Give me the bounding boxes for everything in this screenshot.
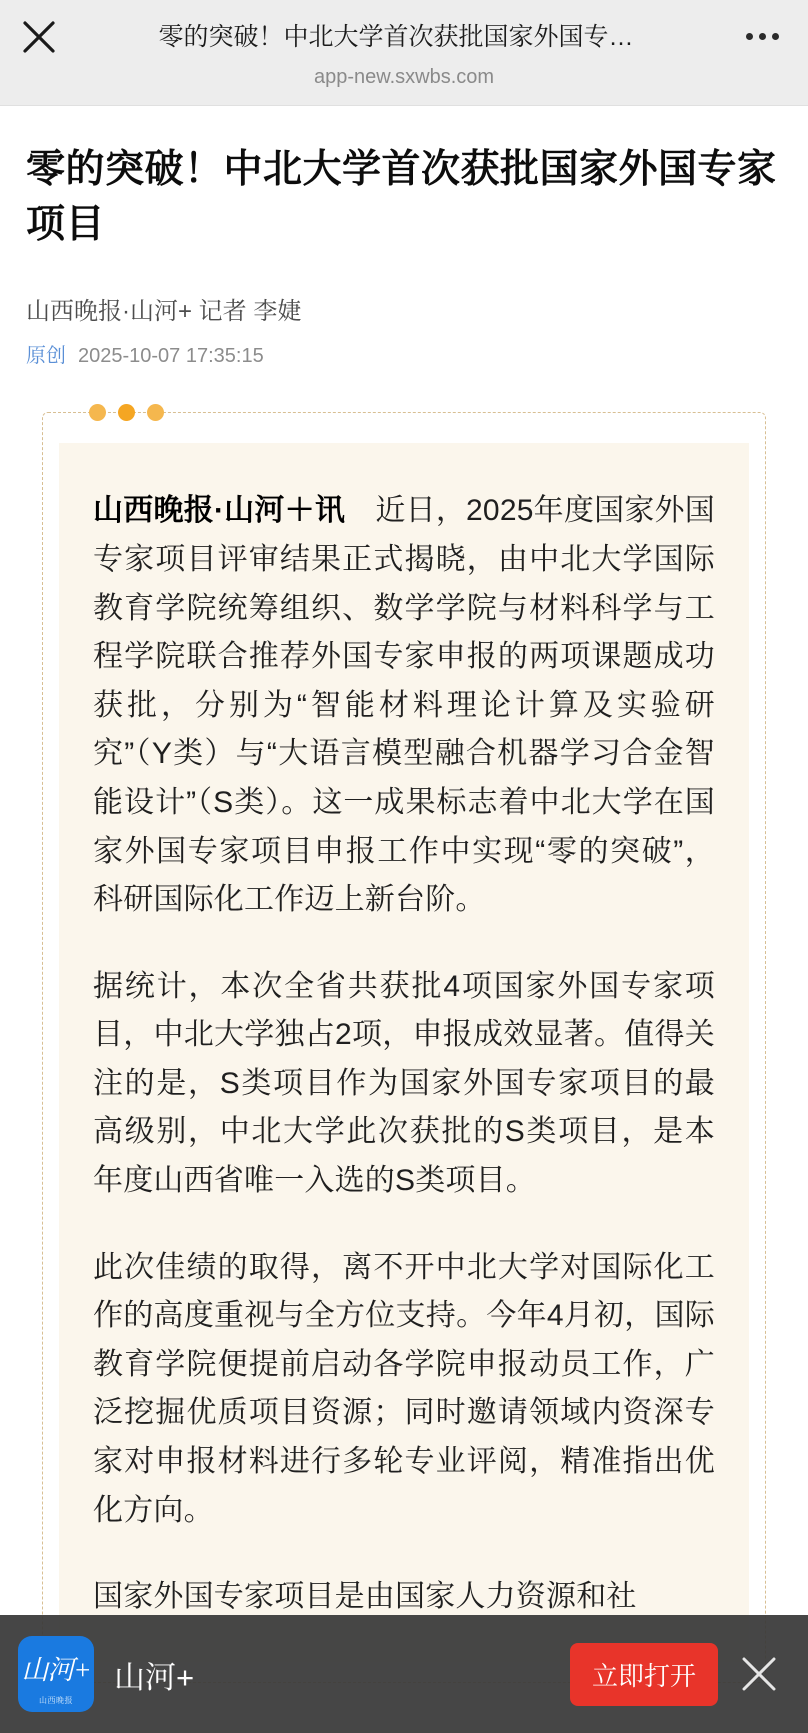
app-name-label: 山河+ [114, 1659, 195, 1695]
app-logo-icon [18, 1636, 94, 1712]
article-byline: 山西晚报·山河+ 记者 李婕 [26, 297, 302, 325]
app-promo-banner [0, 1615, 808, 1733]
article-paragraph [93, 487, 715, 924]
url-label: app-new.sxwbs.com [313, 66, 495, 88]
open-app-button[interactable]: 立即打开 [570, 1643, 718, 1706]
original-badge: 原创 [26, 345, 66, 368]
article-paragraph: 国家外国专家项目是由国家人力资源和社 [93, 1580, 637, 1614]
app-logo-text: 山河+ [21, 1654, 91, 1685]
article-body-card [42, 412, 766, 1682]
article-body-inner [59, 443, 749, 1661]
browser-chrome [0, 0, 808, 106]
decorative-dots [89, 404, 164, 421]
app-logo-subtext: 山西晚报 [39, 1696, 73, 1705]
publish-timestamp: 2025-10-07 17:35:15 [78, 345, 264, 368]
article-meta [26, 342, 782, 370]
banner-close-icon[interactable] [728, 1643, 790, 1705]
paragraph-lead: 山西晚报·山河＋讯 [93, 494, 346, 528]
more-options-icon[interactable] [738, 14, 786, 58]
article-container [0, 106, 808, 1683]
article-paragraph: 此次佳绩的取得，离不开中北大学对国际化工作的高度重视与全方位支持。今年4月初，国际教育学院便提前启动各学院申报动员工作，广泛挖掘优质项目资源；同时邀请领域内资深专家对申报材料进行多轮专业评阅，精准指出优化方向。 [93, 1250, 715, 1527]
page-title: 零的突破！中北大学首次获批国家外国专… [158, 23, 634, 51]
article-paragraph: 据统计，本次全省共获批4项国家外国专家项目，中北大学独占2项，申报成效显著。值得关注的是，S类项目作为国家外国专家项目的最高级别，中北大学此次获批的S类项目，是本年度山西省唯一入选的S类项目。 [93, 969, 715, 1198]
article-headline: 零的突破！中北大学首次获批国家外国专家项目 [26, 148, 777, 247]
paragraph-text: 近日，2025年度国家外国专家项目评审结果正式揭晓，由中北大学国际教育学院统筹组织、数学学院与材料科学与工程学院联合推荐外国专家申报的两项课题成功获批，分别为“智能材料理论计算及实验研究”（Y类）与“大语言模型融合机器学习合金智能设计”（S类）。这一成果标志着中北大学在国家外国专家项目申报工作中实现“零的突破”，科研国际化工作迈上新台阶。 [93, 494, 715, 917]
close-icon[interactable] [18, 16, 60, 58]
